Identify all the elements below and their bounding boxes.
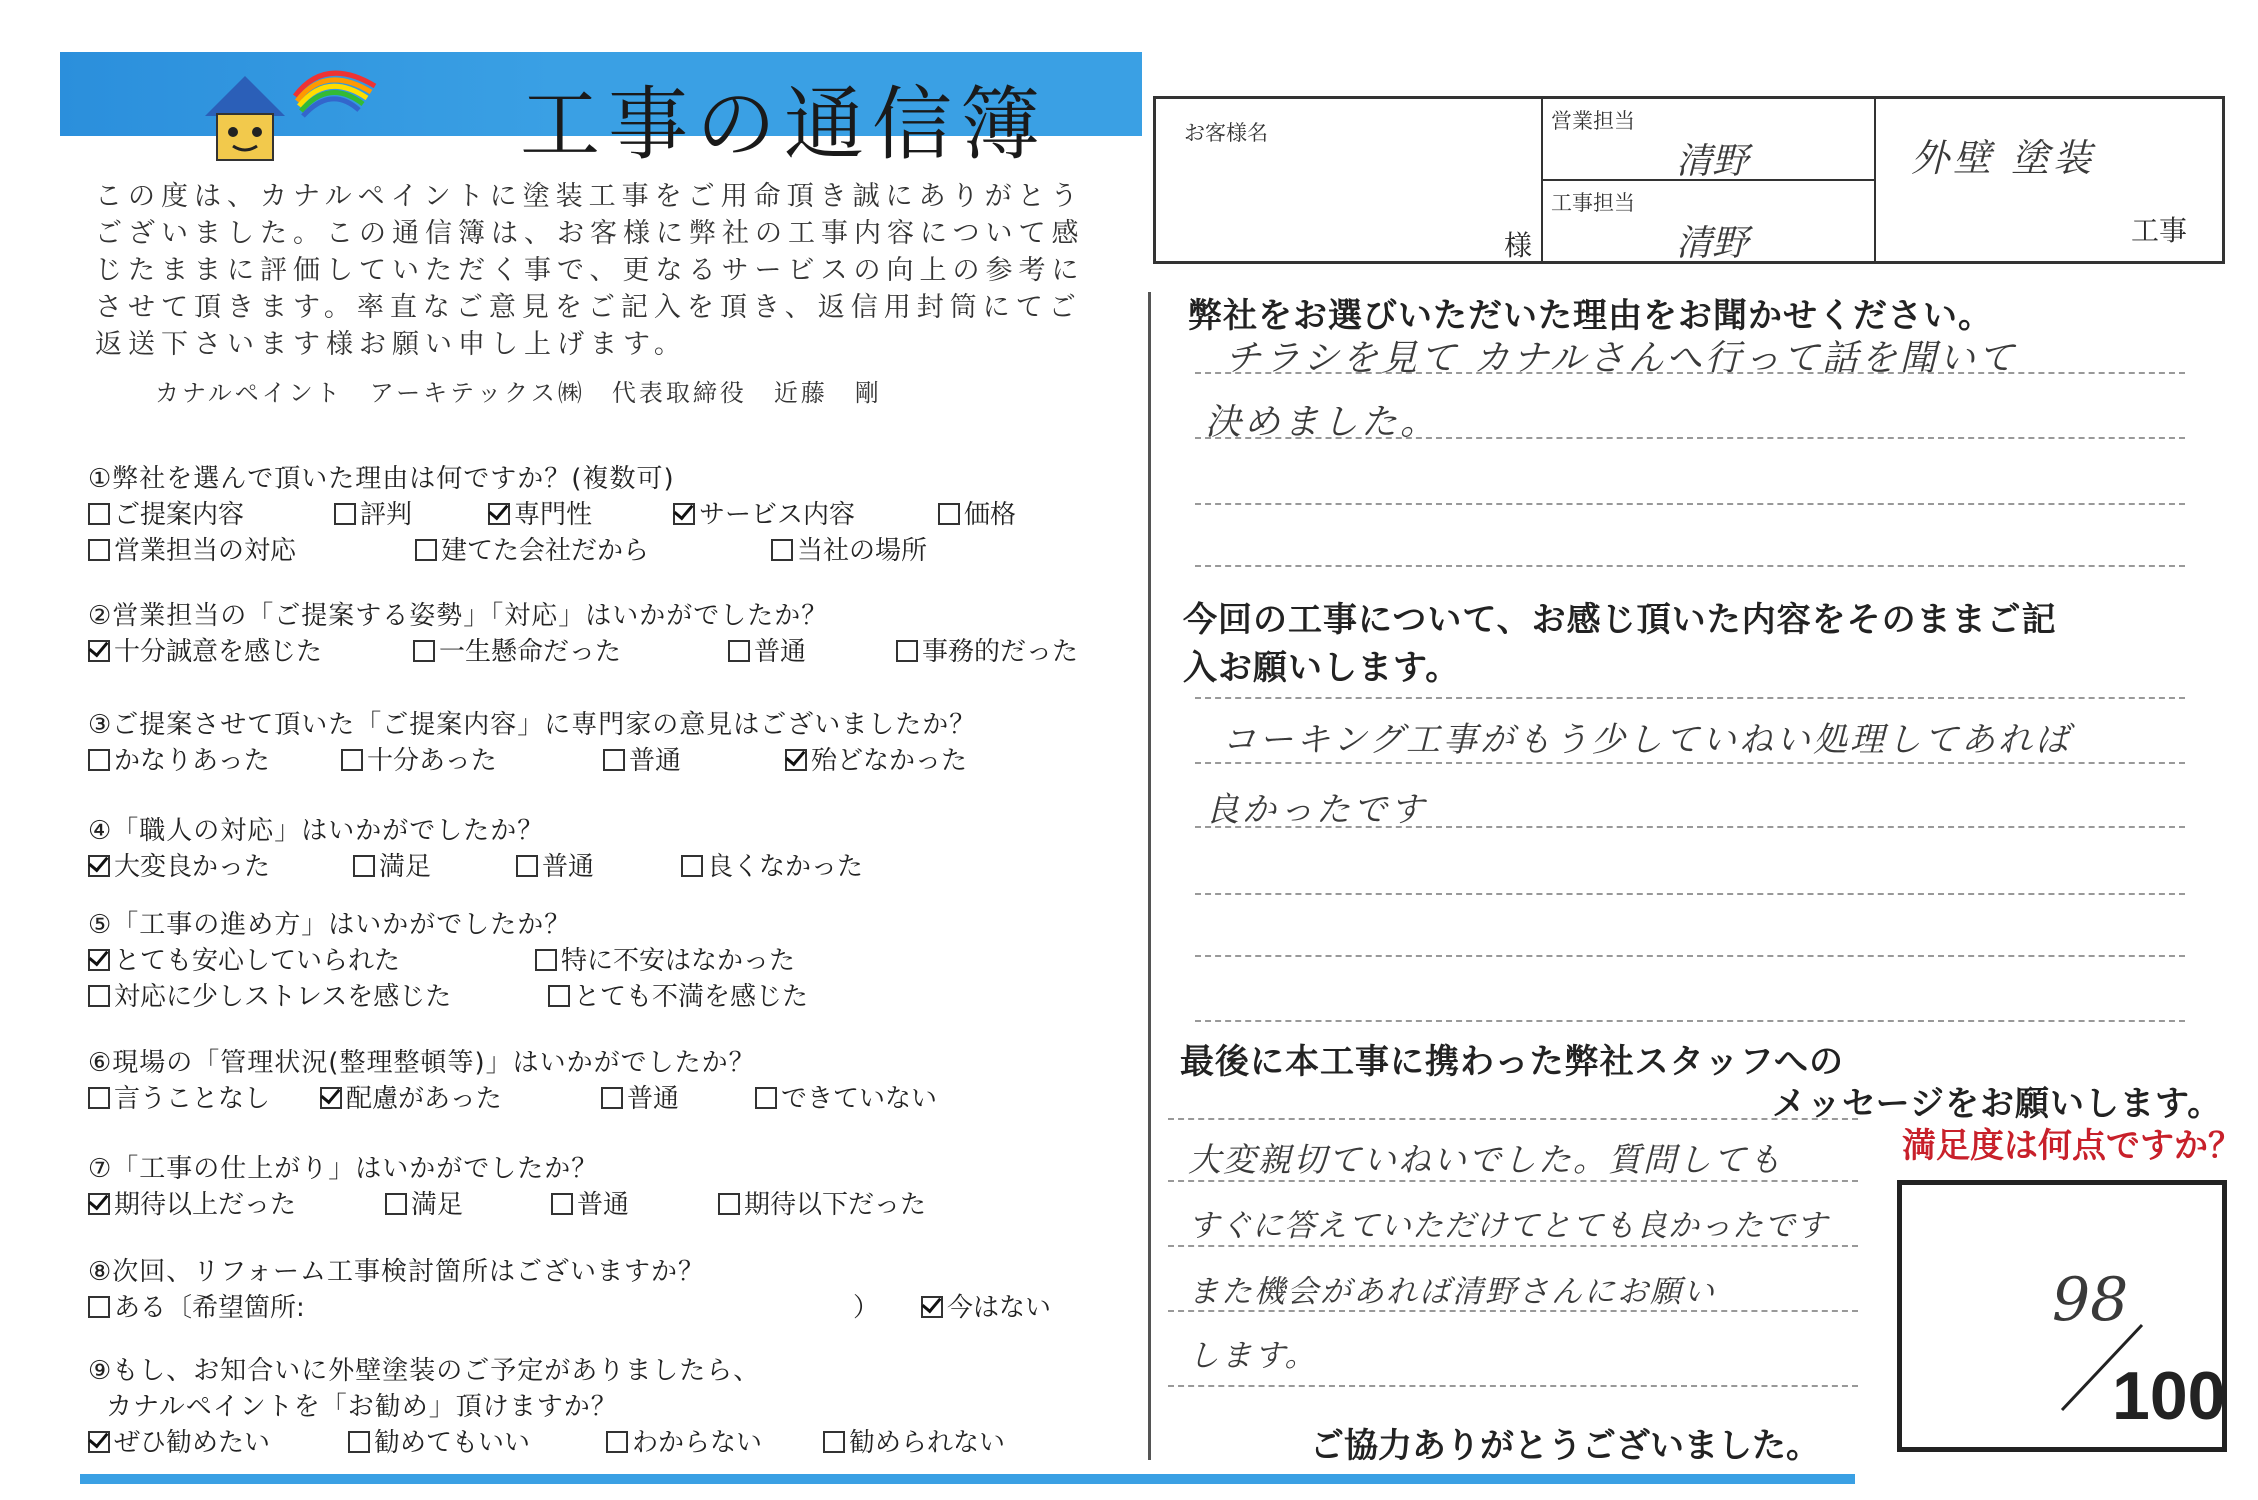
checkbox-checked-icon	[921, 1296, 943, 1318]
checkbox-option[interactable]: ぜひ勧めたい	[88, 1422, 270, 1459]
message-answer-line: また機会があれば清野さんにお願い	[1188, 1274, 1716, 1310]
checkbox-checked-icon	[320, 1087, 342, 1109]
closing-message: ご協力ありがとうございました。	[1310, 1426, 1820, 1466]
message-heading-line2: メッセージをお願いします。	[1772, 1084, 2223, 1124]
checkbox-option[interactable]: 特に不安はなかった	[535, 940, 795, 977]
impression-answer-line: 良かったです	[1205, 790, 1427, 830]
checkbox-option[interactable]: 普通	[603, 740, 681, 777]
honorific: 様	[1504, 229, 1533, 262]
checkbox-icon	[88, 985, 110, 1007]
intro-line: ございました。この通信簿は、お客様に弊社の工事内容について感	[95, 218, 1085, 249]
writing-line	[1195, 372, 2185, 374]
construction-rep-name: 清野	[1676, 223, 1749, 264]
checkbox-option[interactable]: 普通	[516, 846, 594, 883]
impression-answer-line: コーキング工事がもう少していねい処理してあれば	[1222, 720, 2072, 760]
checkbox-icon	[896, 640, 918, 662]
writing-line	[1195, 955, 2185, 957]
score-max: 100	[2112, 1358, 2226, 1434]
writing-line	[1168, 1310, 1858, 1312]
checkbox-option[interactable]: 対応に少しストレスを感じた	[88, 976, 451, 1013]
question-title: ⑥現場の「管理状況(整理整頓等)」はいかがでしたか？	[88, 1048, 756, 1078]
question-title: ⑧次回、リフォーム工事検討箇所はございますか？	[88, 1257, 706, 1287]
question-title: ④「職人の対応」はいかがでしたか？	[88, 816, 545, 846]
checkbox-checked-icon	[673, 503, 695, 525]
work-suffix: 工事	[2131, 214, 2188, 247]
message-answer-line: 大変親切ていねいでした。質問しても	[1188, 1140, 1783, 1179]
column-divider	[1148, 292, 1151, 1460]
checkbox-option[interactable]: 事務的だった	[896, 631, 1078, 668]
intro-line: させて頂きます。率直なご意見をご記入を頂き、返信用封筒にてご	[95, 292, 1082, 323]
checkbox-icon	[681, 855, 703, 877]
customer-name-label: お客様名	[1184, 121, 1268, 145]
checkbox-option[interactable]: 大変良かった	[88, 846, 270, 883]
checkbox-option[interactable]: 一生懸命だった	[413, 631, 621, 668]
satisfaction-question: 満足度は何点ですか？	[1902, 1126, 2242, 1166]
reason-answer-line: 決めました。	[1205, 402, 1440, 443]
reason-heading: 弊社をお選びいただいた理由をお聞かせください。	[1188, 296, 1993, 336]
checkbox-option[interactable]: 建てた会社だから	[415, 530, 649, 567]
checkbox-icon	[535, 949, 557, 971]
checkbox-icon	[516, 855, 538, 877]
checkbox-icon	[728, 640, 750, 662]
message-heading: 最後に本工事に携わった弊社スタッフへの	[1180, 1042, 1844, 1082]
checkbox-option[interactable]: 営業担当の対応	[88, 530, 296, 567]
checkbox-option[interactable]: 評判	[334, 494, 412, 531]
checkbox-icon	[755, 1087, 777, 1109]
checkbox-option[interactable]: かなりあった	[88, 740, 270, 777]
question-title: ③ご提案させて頂いた「ご提案内容」に専門家の意見はございましたか？	[88, 710, 977, 740]
checkbox-checked-icon	[88, 640, 110, 662]
checkbox-option[interactable]: 勧めてもいい	[348, 1422, 530, 1459]
checkbox-option[interactable]: 専門性	[488, 494, 592, 531]
questionnaire	[88, 458, 1138, 1468]
page-title: 工事の通信簿	[520, 78, 1048, 171]
question-title: ⑤「工事の進め方」はいかがでしたか？	[88, 910, 572, 940]
checkbox-option[interactable]: 当社の場所	[771, 530, 927, 567]
checkbox-option[interactable]: わからない	[606, 1422, 762, 1459]
checkbox-icon	[88, 749, 110, 771]
checkbox-option[interactable]: 期待以下だった	[718, 1184, 926, 1221]
checkbox-icon	[415, 539, 437, 561]
checkbox-option[interactable]: 良くなかった	[681, 846, 863, 883]
checkbox-icon	[341, 749, 363, 771]
intro-line: じたままに評価していただく事で、更なるサービスの向上の参考に	[95, 255, 1085, 286]
sales-rep-name: 清野	[1676, 141, 1749, 182]
writing-line	[1168, 1245, 1858, 1247]
checkbox-icon	[823, 1431, 845, 1453]
question-title: ②営業担当の「ご提案する姿勢」「対応」はいかがでしたか？	[88, 601, 829, 631]
score-value: 98	[2052, 1265, 2129, 1335]
checkbox-checked-icon	[88, 1193, 110, 1215]
writing-line	[1195, 437, 2185, 439]
checkbox-icon	[353, 855, 375, 877]
writing-line	[1195, 565, 2185, 567]
checkbox-checked-icon	[88, 855, 110, 877]
writing-line	[1195, 503, 2185, 505]
mascot-logo-icon	[185, 56, 385, 166]
checkbox-option[interactable]: 期待以上だった	[88, 1184, 296, 1221]
checkbox-icon	[601, 1087, 623, 1109]
checkbox-icon	[938, 503, 960, 525]
reason-answer-line: チラシを見て カナルさんへ行って話を聞いて	[1225, 338, 2017, 379]
checkbox-option[interactable]: 普通	[601, 1078, 679, 1115]
checkbox-icon	[88, 1087, 110, 1109]
customer-info-table	[1153, 96, 2225, 264]
checkbox-option[interactable]: 普通	[728, 631, 806, 668]
writing-line	[1195, 1020, 2185, 1022]
checkbox-checked-icon	[88, 949, 110, 971]
sales-rep-label: 営業担当	[1551, 109, 1635, 133]
checkbox-icon	[88, 503, 110, 525]
impression-heading: 今回の工事について、お感じ頂いた内容をそのままご記	[1183, 600, 2057, 640]
checkbox-icon	[548, 985, 570, 1007]
intro-line: 返送下さいます様お願い申し上げます。	[95, 329, 687, 360]
checkbox-icon	[718, 1193, 740, 1215]
checkbox-icon	[88, 1296, 110, 1318]
question-title: ⑦「工事の仕上がり」はいかがでしたか？	[88, 1154, 599, 1184]
question-title: ①弊社を選んで頂いた理由は何ですか？(複数可)	[88, 464, 675, 494]
checkbox-option[interactable]: 満足	[385, 1184, 463, 1221]
intro-line: この度は、カナルペイントに塗装工事をご用命頂き誠にありがとう	[95, 181, 1084, 212]
writing-line	[1168, 1180, 1858, 1182]
checkbox-option[interactable]: 今はない	[921, 1287, 1051, 1324]
checkbox-option[interactable]: サービス内容	[673, 494, 855, 531]
work-type: 外壁 塗装	[1911, 136, 2096, 180]
score-box	[1897, 1180, 2227, 1452]
checkbox-icon	[334, 503, 356, 525]
checkbox-option[interactable]: ある〔希望箇所:	[88, 1287, 305, 1324]
checkbox-option[interactable]: 配慮があった	[320, 1078, 502, 1115]
checkbox-icon	[551, 1193, 573, 1215]
writing-line	[1195, 893, 2185, 895]
checkbox-icon	[413, 640, 435, 662]
checkbox-icon	[606, 1431, 628, 1453]
checkbox-option[interactable]: 満足	[353, 846, 431, 883]
checkbox-checked-icon	[785, 749, 807, 771]
table-divider	[1874, 99, 1876, 261]
checkbox-option[interactable]: できていない	[755, 1078, 937, 1115]
writing-line	[1168, 1385, 1858, 1387]
checkbox-option[interactable]: 十分誠意を感じた	[88, 631, 322, 668]
checkbox-option[interactable]: 言うことなし	[88, 1078, 270, 1115]
writing-line	[1195, 697, 2185, 699]
checkbox-checked-icon	[488, 503, 510, 525]
checkbox-option[interactable]: とても不満を感じた	[548, 976, 808, 1013]
checkbox-checked-icon	[88, 1431, 110, 1453]
checkbox-option[interactable]: 勧められない	[823, 1422, 1005, 1459]
checkbox-option[interactable]: 価格	[938, 494, 1016, 531]
checkbox-option[interactable]: ご提案内容	[88, 494, 244, 531]
impression-heading-line2: 入お願いします。	[1183, 648, 1461, 688]
checkbox-icon	[771, 539, 793, 561]
message-answer-line: すぐに答えていただけてとても良かったです	[1188, 1208, 1828, 1244]
close-paren: ）	[853, 1293, 880, 1323]
question-title-line2: カナルペイントを「お勧め」頂けますか？	[106, 1392, 618, 1422]
checkbox-option[interactable]: 殆どなかった	[785, 740, 967, 777]
question-title: ⑨もし、お知合いに外壁塗装のご予定がありましたら、	[88, 1356, 761, 1386]
writing-line	[1195, 826, 2185, 828]
checkbox-option[interactable]: 十分あった	[341, 740, 497, 777]
intro-signature: カナルペイント アーキテックス㈱ 代表取締役 近藤 剛	[155, 379, 882, 407]
checkbox-option[interactable]: とても安心していられた	[88, 940, 400, 977]
checkbox-icon	[385, 1193, 407, 1215]
writing-line	[1195, 762, 2185, 764]
construction-rep-label: 工事担当	[1551, 191, 1635, 215]
checkbox-icon	[348, 1431, 370, 1453]
message-answer-line: します。	[1188, 1338, 1318, 1374]
intro-text	[95, 178, 1145, 363]
checkbox-icon	[88, 539, 110, 561]
writing-line	[1168, 1118, 1858, 1120]
footer-band	[80, 1474, 1855, 1484]
checkbox-icon	[603, 749, 625, 771]
checkbox-option[interactable]: 普通	[551, 1184, 629, 1221]
